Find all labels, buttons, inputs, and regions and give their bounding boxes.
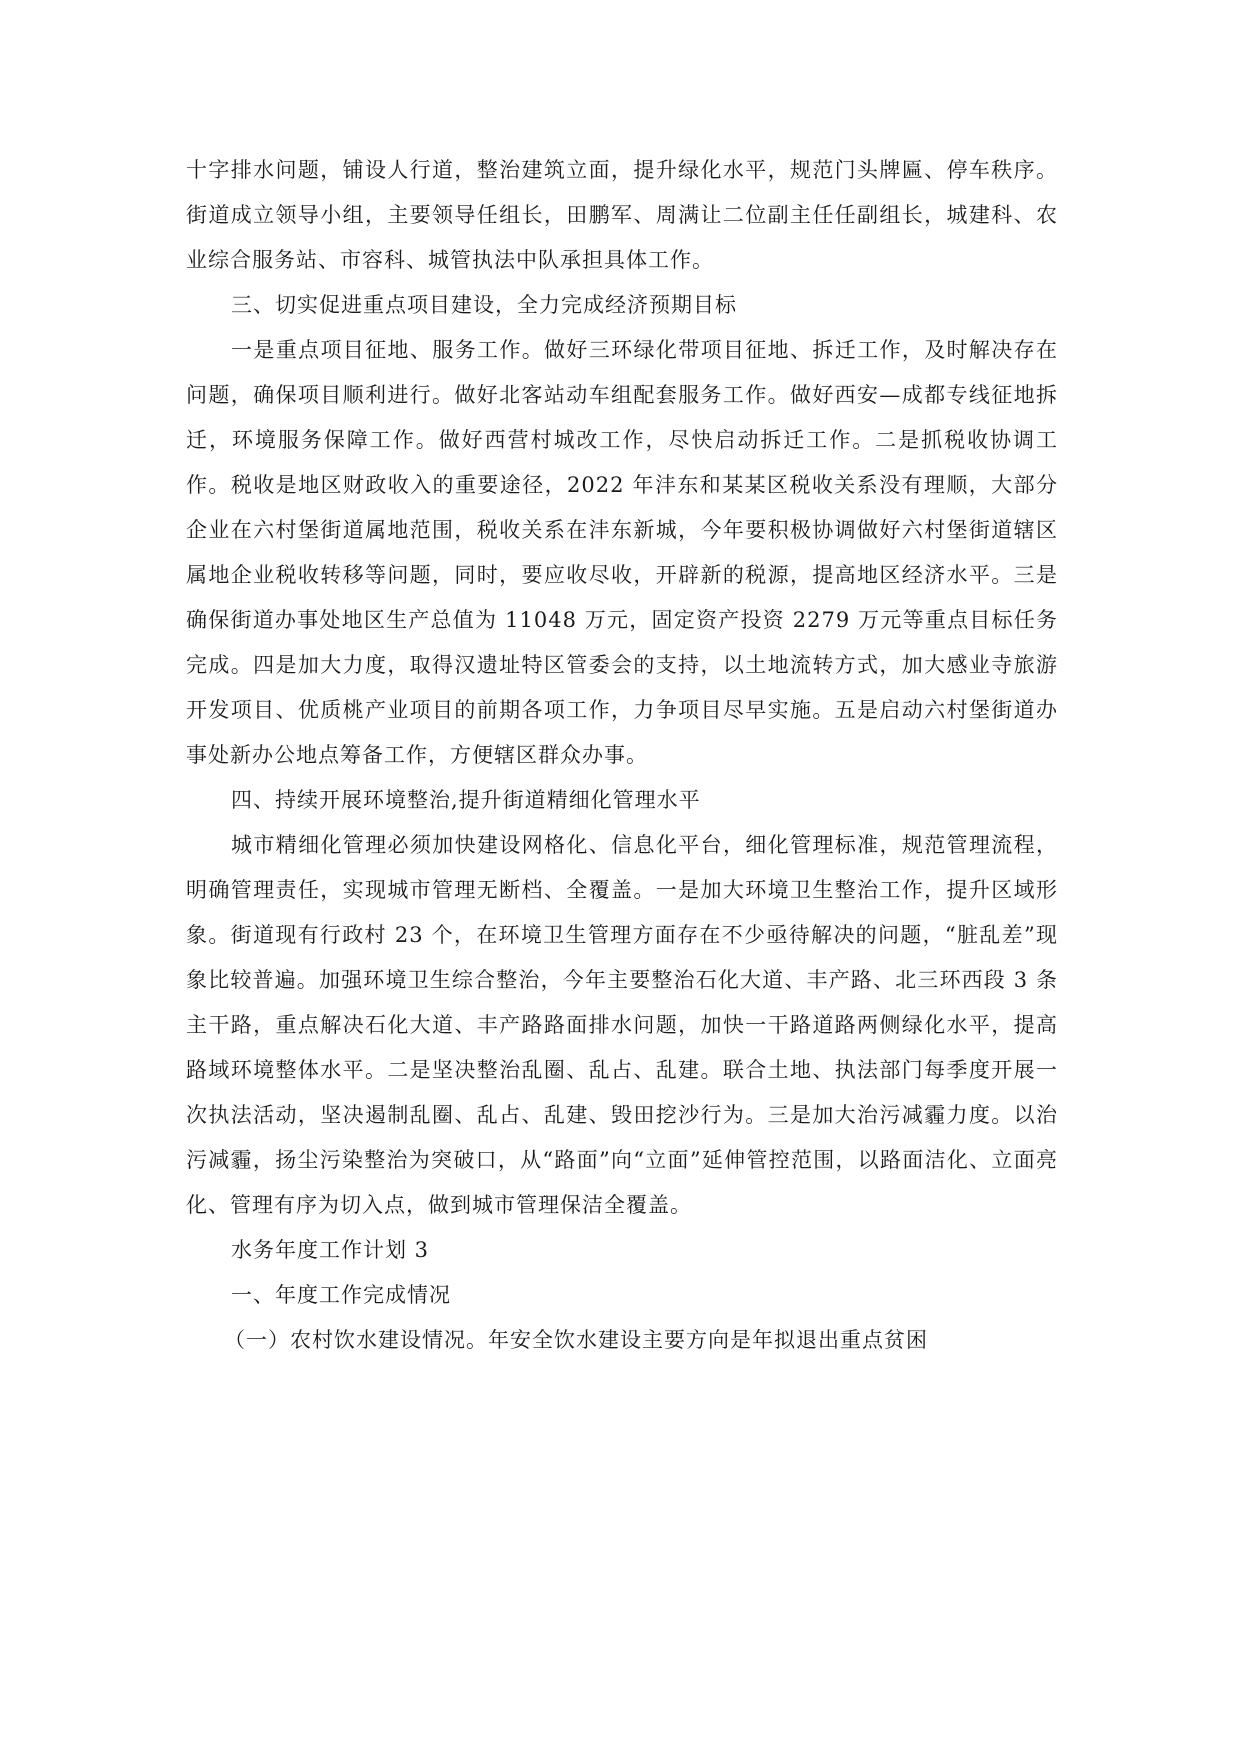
section-heading-3: 三、切实促进重点项目建设，全力完成经济预期目标 — [231, 293, 737, 317]
paragraph-continued: 十字排水问题，铺设人行道，整治建筑立面，提升绿化水平，规范门头牌匾、停车秩序。街道成立领导小组，主要领导任组长，田鹏军、周满让二位副主任任副组长，城建科、农业综合服务站、市容科、城管执法中队承担具体工作。 — [186, 158, 1058, 272]
section-heading-1: 一、年度工作完成情况 — [231, 1283, 451, 1307]
document-title-plan-3: 水务年度工作计划 3 — [231, 1238, 430, 1262]
paragraph-key-projects: 一是重点项目征地、服务工作。做好三环绿化带项目征地、拆迁工作，及时解决存在问题，确保项目顺利进行。做好北客站动车组配套服务工作。做好西安—成都专线征地拆迁，环境服务保障工作。做好西营村城改工作，尽快启动拆迁工作。二是抓税收协调工作。税收是地区财政收入的重要途径，2022 年沣东和某某区税收关系没有理顺，大部分企业在六村堡街道属地范围，税收关系在沣东新城，今年要积极协调做好六村堡街道辖区属地企业税收转移等问题，同时，要应收尽收，开辟新的税源，提高地区经济水平。三是确保街道办事处地区生产总值为 11048 万元，固定资产投资 2279 万元等重点目标任务完成。四是加大力度，取得汉遗址特区管委会的支持，以土地流转方式，加大感业寺旅游开发项目、优质桃产业项目的前期各项工作，力争项目尽早实施。五是启动六村堡街道办事处新办公地点筹备工作，方便辖区群众办事。 — [186, 338, 1058, 767]
document-body — [186, 148, 1058, 1363]
section-heading-4: 四、持续开展环境整治,提升街道精细化管理水平 — [231, 788, 701, 812]
paragraph-environment: 城市精细化管理必须加快建设网格化、信息化平台，细化管理标准，规范管理流程，明确管理责任，实现城市管理无断档、全覆盖。一是加大环境卫生整治工作，提升区域形象。街道现有行政村 23 个，在环境卫生管理方面存在不少亟待解决的问题，“脏乱差”现象比较普遍。加强环境卫生综合整治，今年主要整治石化大道、丰产路、北三环西段 3 条主干路，重点解决石化大道、丰产路路面排水问题，加快一干路道路两侧绿化水平，提高路域环境整体水平。二是坚决整治乱圈、乱占、乱建。联合土地、执法部门每季度开展一次执法活动，坚决遏制乱圈、乱占、乱建、毁田挖沙行为。三是加大治污减霾力度。以治污减霾，扬尘污染整治为突破口，从“路面”向“立面”延伸管控范围，以路面洁化、立面亮化、管理有序为切入点，做到城市管理保洁全覆盖。 — [186, 833, 1058, 1217]
paragraph-rural-water: （一）农村饮水建设情况。年安全饮水建设主要方向是年拟退出重点贫困 — [224, 1328, 928, 1352]
